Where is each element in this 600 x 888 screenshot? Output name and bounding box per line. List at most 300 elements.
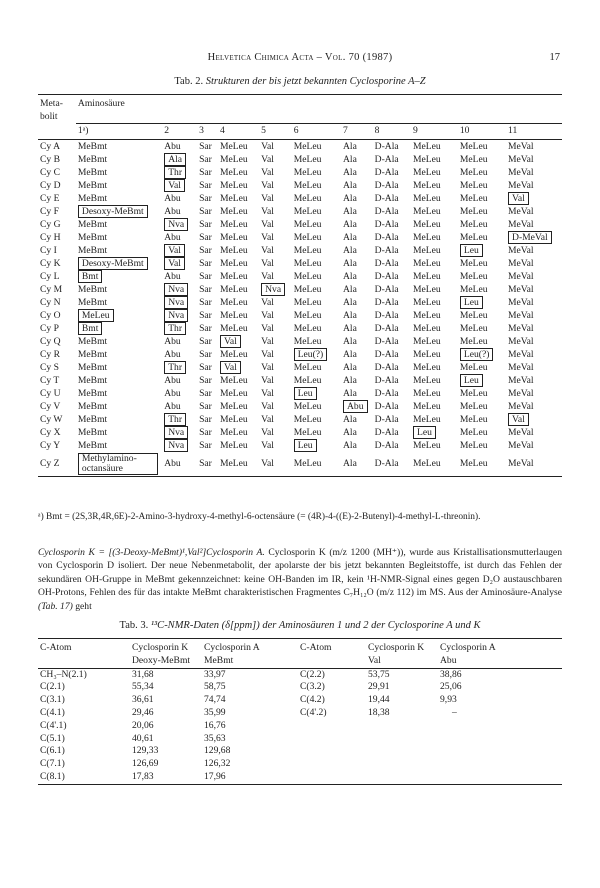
table-cell — [341, 153, 373, 166]
table-cell — [197, 192, 218, 205]
table-cell — [197, 335, 218, 348]
residue: Ala — [343, 283, 357, 295]
table-cell — [162, 179, 197, 192]
table-cell — [341, 439, 373, 452]
residue: Ala — [343, 179, 357, 191]
table-cell — [218, 426, 259, 439]
table-cell — [411, 153, 458, 166]
residue: MeVal — [508, 205, 534, 217]
residue: MeLeu — [293, 231, 322, 243]
table-cell — [298, 745, 366, 758]
table-cell — [292, 153, 341, 166]
t3-col-k2: Cyclosporin K — [368, 642, 425, 653]
residue: MeLeu — [293, 218, 322, 230]
table-cell — [458, 374, 506, 387]
table-cell: 126,69 — [132, 758, 159, 770]
table-cell — [411, 192, 458, 205]
table-cell — [292, 205, 341, 218]
table-cell: 74,74 — [204, 694, 226, 706]
residue: Val — [261, 413, 274, 425]
residue: MeVal — [508, 374, 534, 386]
boxed-residue: Thr — [164, 166, 186, 179]
table-cell — [259, 452, 292, 477]
table-cell: 38,86 — [440, 668, 462, 680]
table-cell — [373, 426, 411, 439]
table-cell — [373, 166, 411, 179]
table-cell — [373, 179, 411, 192]
metabolit-name: Cy V — [40, 400, 61, 412]
table-cell: 19,44 — [368, 694, 390, 706]
residue: Val — [261, 400, 274, 412]
table2-footnote: ᵃ) Bmt = (2S,3R,4R,6E)-2-Amino-3-hydroxy-4-methyl-6-octensäure (= (4R)-4-((E)-2-Butenyl)-4-methyl-L-threonin). — [38, 512, 481, 522]
table-cell — [373, 283, 411, 296]
residue: Abu — [164, 231, 181, 243]
table-cell — [506, 374, 562, 387]
residue: Val — [261, 244, 274, 256]
residue: Ala — [343, 153, 357, 165]
table-cell — [411, 179, 458, 192]
table-cell: 29,46 — [132, 706, 154, 718]
residue: Val — [261, 322, 274, 334]
table-row — [38, 309, 562, 322]
table-row — [38, 439, 562, 452]
table-cell — [438, 771, 562, 784]
table-row — [38, 387, 562, 400]
residue: Val — [261, 153, 274, 165]
table-cell — [506, 309, 562, 322]
table-cell — [458, 244, 506, 257]
table-cell — [218, 348, 259, 361]
table-cell — [76, 374, 162, 387]
residue: Sar — [199, 283, 212, 295]
table-row — [38, 335, 562, 348]
boxed-residue: Thr — [164, 322, 186, 335]
table-cell: C(3.1) — [40, 694, 65, 706]
table-cell — [292, 426, 341, 439]
residue: MeLeu — [459, 309, 488, 321]
table-row — [38, 166, 562, 179]
table-cell — [298, 771, 366, 784]
t3-col-k1: Cyclosporin K — [132, 642, 189, 653]
table-cell — [162, 192, 197, 205]
residue: Ala — [343, 192, 357, 204]
table-cell — [458, 452, 506, 477]
table-cell — [76, 179, 162, 192]
residue: D-Ala — [374, 166, 399, 178]
residue: Sar — [199, 335, 212, 347]
residue: Sar — [199, 257, 212, 269]
table-cell — [411, 257, 458, 270]
boxed-residue: Methylamino- octansäure — [78, 453, 158, 475]
table-cell: C(3.2) — [300, 681, 325, 693]
table-cell: C(2.2) — [300, 668, 325, 680]
table-cell: 126,32 — [204, 758, 231, 770]
col-metabolit-2: bolit — [40, 111, 58, 122]
residue: MeBmt — [77, 179, 108, 191]
residue: Val — [261, 205, 274, 217]
table-cell — [292, 179, 341, 192]
table-cell — [259, 270, 292, 283]
table-cell — [162, 283, 197, 296]
table-cell: 31,68 — [132, 668, 154, 680]
t3-col-k1-sub: Deoxy-MeBmt — [132, 654, 191, 666]
table-cell — [218, 231, 259, 244]
table-cell — [259, 400, 292, 413]
table-cell — [259, 296, 292, 309]
table-cell — [218, 387, 259, 400]
table-cell — [373, 374, 411, 387]
residue: D-Ala — [374, 257, 399, 269]
residue: Val — [261, 179, 274, 191]
table-cell — [197, 322, 218, 335]
table-cell — [341, 231, 373, 244]
residue: Sar — [199, 413, 212, 425]
table-cell — [506, 179, 562, 192]
table-cell — [162, 309, 197, 322]
residue: MeVal — [508, 426, 534, 438]
table-cell — [341, 309, 373, 322]
table-cell — [218, 452, 259, 477]
residue: MeLeu — [459, 387, 488, 399]
metabolit-name: Cy R — [40, 348, 60, 360]
residue: Ala — [343, 309, 357, 321]
t3-col-k2-sub: Val — [368, 654, 381, 666]
residue: Sar — [199, 348, 212, 360]
table-cell — [197, 270, 218, 283]
residue: Val — [261, 361, 274, 373]
t3-col-catom: C-Atom — [40, 642, 72, 653]
residue: Sar — [199, 296, 212, 308]
table-cell — [197, 309, 218, 322]
metabolit-name: Cy Y — [40, 439, 61, 451]
residue: Val — [261, 426, 274, 438]
residue: D-Ala — [374, 413, 399, 425]
residue: MeVal — [508, 400, 534, 412]
residue: Ala — [343, 218, 357, 230]
residue: D-Ala — [374, 179, 399, 191]
residue: Sar — [199, 231, 212, 243]
table-cell — [162, 257, 197, 270]
table-cell — [292, 231, 341, 244]
table-cell — [411, 283, 458, 296]
table-row — [38, 283, 562, 296]
residue: Val — [261, 270, 274, 282]
residue: MeLeu — [413, 400, 441, 412]
table-cell — [292, 139, 341, 153]
residue: MeBmt — [77, 387, 108, 399]
table-cell — [341, 283, 373, 296]
table-cell — [197, 413, 218, 426]
table-cell — [162, 387, 197, 400]
table-cell — [292, 439, 341, 452]
table-cell — [506, 283, 562, 296]
table-cell: 55,34 — [132, 681, 154, 693]
residue: MeBmt — [77, 283, 108, 295]
table-cell — [341, 205, 373, 218]
boxed-residue: Leu — [294, 387, 317, 400]
residue: MeLeu — [293, 309, 322, 321]
residue: D-Ala — [374, 348, 399, 360]
residue: MeLeu — [220, 283, 248, 295]
table-cell — [373, 452, 411, 477]
table-cell — [259, 387, 292, 400]
residue: MeLeu — [413, 205, 441, 217]
position-header: 6 — [293, 124, 299, 136]
residue: Ala — [343, 387, 357, 399]
table-cell — [162, 413, 197, 426]
table-cell — [411, 218, 458, 231]
table-cell — [259, 139, 292, 153]
t3-col-a1: Cyclosporin A — [204, 642, 260, 653]
table-cell — [373, 335, 411, 348]
table-cell — [411, 139, 458, 153]
table-cell — [162, 439, 197, 452]
t3-col-a2-sub: Abu — [440, 654, 457, 666]
residue: MeLeu — [220, 270, 248, 282]
table-cell: C(4'.1) — [40, 719, 67, 731]
residue: MeBmt — [77, 231, 108, 243]
table-cell: C(4'.2) — [300, 706, 327, 718]
residue: D-Ala — [374, 322, 399, 334]
metabolit-name: Cy L — [40, 270, 60, 282]
residue: Abu — [164, 140, 181, 152]
table-row — [38, 707, 562, 720]
table-cell — [506, 400, 562, 413]
residue: Ala — [343, 140, 357, 152]
boxed-residue: Nva — [164, 309, 188, 322]
residue: Sar — [199, 179, 212, 191]
table-cell — [298, 758, 366, 771]
residue: D-Ala — [374, 153, 399, 165]
table-cell — [341, 270, 373, 283]
table-cell — [292, 296, 341, 309]
residue: Val — [261, 458, 274, 469]
table-row — [38, 244, 562, 257]
table-cell — [341, 218, 373, 231]
residue: MeLeu — [459, 192, 488, 204]
table-cell — [197, 348, 218, 361]
residue: Ala — [343, 458, 357, 469]
table-cell — [218, 361, 259, 374]
metabolit-name: Cy N — [40, 296, 61, 308]
table-cell — [373, 387, 411, 400]
boxed-residue: Thr — [164, 413, 186, 426]
table-cell — [506, 413, 562, 426]
residue: MeBmt — [77, 335, 108, 347]
table-row — [38, 153, 562, 166]
table-cell — [197, 452, 218, 477]
table-cell — [341, 166, 373, 179]
residue: MeLeu — [413, 153, 441, 165]
residue: MeLeu — [459, 179, 488, 191]
table-cell — [411, 387, 458, 400]
residue: MeLeu — [459, 400, 488, 412]
table-cell — [76, 413, 162, 426]
residue: Val — [261, 348, 274, 360]
table-row — [38, 668, 562, 681]
residue: MeBmt — [77, 348, 108, 360]
residue: MeVal — [508, 283, 534, 295]
metabolit-name: Cy I — [40, 244, 57, 256]
residue: D-Ala — [374, 400, 399, 412]
paragraph-tail: geht — [72, 600, 92, 612]
table-cell — [162, 205, 197, 218]
residue: MeBmt — [77, 439, 108, 451]
table-cell — [458, 179, 506, 192]
table-row — [38, 218, 562, 231]
table-cell — [506, 205, 562, 218]
residue: Abu — [164, 348, 181, 360]
table-cell — [259, 218, 292, 231]
residue: Val — [261, 218, 274, 230]
residue: Abu — [164, 374, 181, 386]
residue: D-Ala — [374, 458, 399, 469]
table-cell — [76, 218, 162, 231]
table-cell — [292, 218, 341, 231]
table-cell — [458, 322, 506, 335]
residue: Ala — [343, 439, 357, 451]
table-cell: 129,68 — [204, 745, 231, 757]
residue: MeLeu — [220, 387, 248, 399]
residue: Abu — [164, 335, 181, 347]
boxed-residue: Val — [508, 413, 529, 426]
residue: MeVal — [508, 244, 534, 256]
residue: Sar — [199, 140, 212, 152]
residue: MeLeu — [220, 309, 248, 321]
residue: MeLeu — [459, 335, 488, 347]
residue: MeLeu — [293, 335, 322, 347]
table-cell — [259, 192, 292, 205]
residue: Val — [261, 231, 274, 243]
residue: MeLeu — [459, 231, 488, 243]
residue: Val — [261, 374, 274, 386]
residue: D-Ala — [374, 309, 399, 321]
residue: MeLeu — [220, 257, 248, 269]
residue: MeLeu — [459, 140, 488, 152]
table-cell — [366, 758, 438, 771]
table-row — [38, 452, 562, 477]
boxed-residue: Nva — [164, 218, 188, 231]
table-cell — [341, 361, 373, 374]
metabolit-name: Cy S — [40, 361, 59, 373]
boxed-residue: Leu — [294, 439, 317, 452]
table-cell — [197, 387, 218, 400]
boxed-residue: Desoxy-MeBmt — [78, 257, 148, 270]
metabolit-name: Cy M — [40, 283, 63, 295]
residue: MeBmt — [77, 413, 108, 425]
residue: D-Ala — [374, 205, 399, 217]
residue: MeLeu — [220, 426, 248, 438]
residue: Sar — [199, 458, 212, 469]
boxed-residue: Leu — [413, 426, 436, 439]
residue: MeBmt — [77, 361, 108, 373]
boxed-residue: Leu — [460, 374, 483, 387]
residue: Ala — [343, 426, 357, 438]
table-cell — [76, 452, 162, 477]
position-header: 3 — [199, 124, 204, 136]
table-row — [38, 745, 562, 758]
journal-title: Helvetica Chimica Acta – Vol. 70 (1987) — [207, 52, 393, 63]
table-cell — [197, 205, 218, 218]
residue: MeLeu — [293, 283, 322, 295]
table-cell — [162, 361, 197, 374]
table-cell — [218, 270, 259, 283]
table-cell — [292, 244, 341, 257]
residue: MeLeu — [413, 374, 441, 386]
residue: Sar — [199, 192, 212, 204]
table-cell: C(7.1) — [40, 758, 65, 770]
table-cell — [366, 733, 438, 746]
residue: Abu — [164, 192, 181, 204]
residue: D-Ala — [374, 335, 399, 347]
table-cell — [197, 139, 218, 153]
table-cell — [458, 218, 506, 231]
table-cell — [218, 374, 259, 387]
table-cell — [411, 361, 458, 374]
table-cell — [259, 309, 292, 322]
table-cell: 129,33 — [132, 745, 159, 757]
table-cell — [76, 166, 162, 179]
table-cell — [292, 270, 341, 283]
table-row — [38, 771, 562, 784]
table-cell: 17,83 — [132, 770, 154, 782]
table-cell — [197, 296, 218, 309]
table-cell: C(4.2) — [300, 694, 325, 706]
table-cell — [341, 374, 373, 387]
residue: MeLeu — [293, 192, 322, 204]
table-cell: 29,91 — [368, 681, 390, 693]
table-row — [38, 694, 562, 707]
residue: MeVal — [508, 257, 534, 269]
boxed-residue: Bmt — [78, 322, 103, 335]
table-cell — [373, 139, 411, 153]
position-header: 5 — [261, 124, 266, 136]
residue: MeLeu — [220, 218, 248, 230]
residue: D-Ala — [374, 140, 399, 152]
table-cell — [411, 296, 458, 309]
table-cell — [259, 166, 292, 179]
table-cell — [341, 257, 373, 270]
table-cell — [411, 348, 458, 361]
table-cell: 35,63 — [204, 732, 226, 744]
residue: Sar — [199, 218, 212, 230]
table-cell — [197, 153, 218, 166]
table-cell — [162, 452, 197, 477]
table-row — [38, 296, 562, 309]
boxed-residue: Val — [220, 335, 241, 348]
residue: Sar — [199, 205, 212, 217]
position-header: 8 — [374, 124, 380, 136]
metabolit-name: Cy H — [40, 231, 61, 243]
residue: MeLeu — [293, 153, 322, 165]
boxed-residue: Thr — [164, 361, 186, 374]
table-cell — [411, 426, 458, 439]
residue: Ala — [343, 166, 357, 178]
t3-col-catom2: C-Atom — [300, 642, 332, 653]
table-cell — [458, 231, 506, 244]
residue: MeLeu — [413, 257, 441, 269]
table-cell — [292, 413, 341, 426]
table-cell — [341, 139, 373, 153]
table-cell — [197, 166, 218, 179]
residue: MeLeu — [413, 322, 441, 334]
residue: MeLeu — [413, 283, 441, 295]
residue: MeVal — [508, 348, 534, 360]
table3-caption — [38, 620, 562, 631]
table-row — [38, 361, 562, 374]
table-row — [38, 192, 562, 205]
table-row — [38, 348, 562, 361]
